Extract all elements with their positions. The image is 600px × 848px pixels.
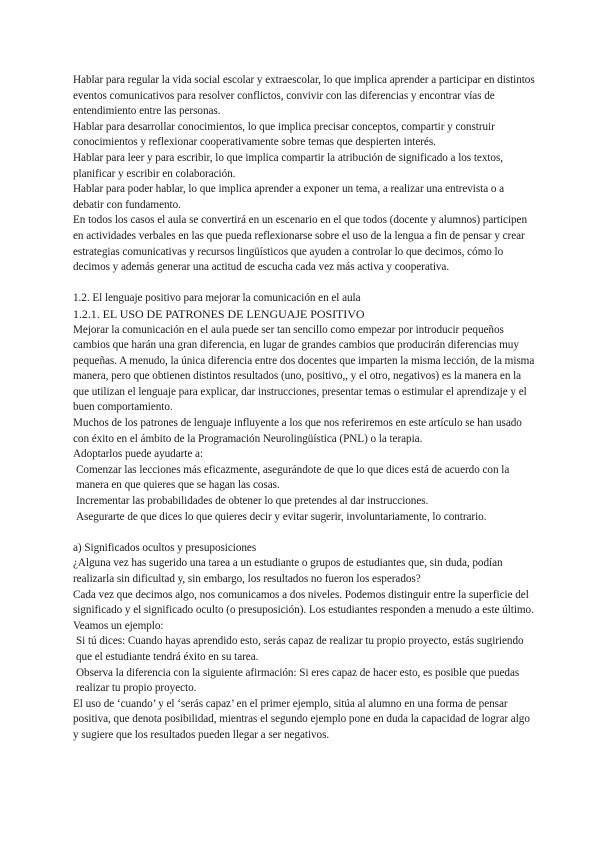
body-paragraph: Muchos de los patrones de lenguaje influyente a los que nos referiremos en este artículo se han usado con éxito en el ámbito de la Programación Neurolingüística (PNL) o la terapia.: [73, 417, 522, 445]
paragraph-gap: [73, 276, 535, 292]
document-page: [73, 73, 535, 744]
list-item: Incrementar las probabilidades de obtener lo que pretendes al dar instrucciones.: [76, 495, 429, 508]
intro-paragraph: Hablar para poder hablar, lo que implica aprender a exponer un tema, a realizar una entrevista o a debatir con fundamento.: [73, 183, 505, 211]
intro-paragraph: Hablar para leer y para escribir, lo que implica compartir la atribución de significado a los textos, planificar y escribir en colaboración.: [73, 151, 504, 180]
body-paragraph: Mejorar la comunicación en el aula puede ser tan sencillo como empezar por introducir pequeños cambios que harán una gran diferencia, en lugar de grandes cambios que producirán diferencias muy pequeñas. A menudo, la única diferencia entre dos docentes que imparten la misma lección, de la misma manera, pero que obtienen distintos resultados (uno, positivo,, y el otro, negativos) es la manera en la que utilizan el lenguaje para explicar, dar instrucciones, presentar temas o estimular el aprendizaje y el buen comportamiento.: [73, 323, 535, 414]
paragraph-gap: [73, 525, 535, 541]
body-paragraph: Cada vez que decimos algo, nos comunicamos a dos niveles. Podemos distinguir entre la superficie del significado y el significado oculto (o presuposición). Los estudiantes responden a menudo a este último. Veamos un ejemplo:: [73, 588, 534, 632]
example-paragraph: Observa la diferencia con la siguiente afirmación: Si eres capaz de hacer esto, es posible que puedas realizar tu propio proyecto.: [76, 666, 520, 695]
subsection-heading: 1.2.1. EL USO DE PATRONES DE LENGUAJE POSITIVO: [73, 306, 365, 321]
body-paragraph: Adoptarlos puede ayudarte a:: [73, 448, 204, 461]
list-item: Asegurarte de que dices lo que quieres decir y evitar sugerir, involuntariamente, lo contrario.: [76, 510, 487, 523]
example-paragraph: Si tú dices: Cuando hayas aprendido esto, serás capaz de realizar tu propio proyecto, estás sugiriendo que el estudiante tendrá éxito en su tarea.: [76, 635, 524, 663]
intro-paragraph: Hablar para desarrollar conocimientos, lo que implica precisar conceptos, compartir y construir conocimientos y reflexionar cooperativamente sobre temas que despierten interés.: [73, 120, 495, 149]
list-item: Comenzar las lecciones más eficazmente, asegurándote de que lo que dices está de acuerdo con la manera en que quieres que se hagan las cosas.: [76, 463, 510, 492]
intro-paragraph: En todos los casos el aula se convertirá en un escenario en el que todos (docente y alumnos) participen en actividades verbales en las que pueda reflexionarse sobre el uso de la lengua a fin de pensar y crear estrategias comunicativas y recursos lingüísticos que ayuden a controlar lo que decimos, cómo lo decimos y además generar una actitud de escucha cada vez más activa y cooperativa.: [73, 214, 528, 274]
intro-paragraph: Hablar para regular la vida social escolar y extraescolar, lo que implica aprender a participar en distintos eventos comunicativos para resolver conflictos, convivir con las diferencias y encontrar vías de entendimiento entre las personas.: [73, 74, 535, 118]
body-paragraph: ¿Alguna vez has sugerido una tarea a un estudiante o grupos de estudiantes que, sin duda, podían realizarla sin dificultad y, sin embargo, los resultados no fueron los esperados?: [73, 557, 503, 585]
section-heading: a) Significados ocultos y presuposiciones: [73, 541, 257, 554]
section-heading: 1.2. El lenguaje positivo para mejorar la comunicación en el aula: [73, 292, 361, 305]
closing-paragraph: El uso de ‘cuando’ y el ‘serás capaz’ en el primer ejemplo, sitúa al alumno en una forma de pensar positiva, que denota posibilidad, mientras el segundo ejemplo pone en duda la capacidad de lograr algo y sugiere que los resultados pueden llegar a ser negativos.: [73, 697, 530, 741]
